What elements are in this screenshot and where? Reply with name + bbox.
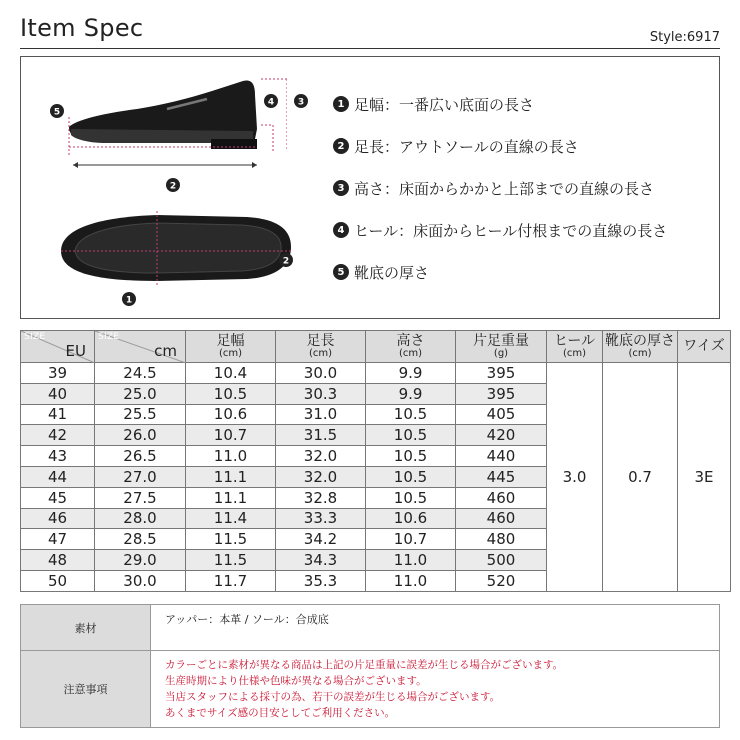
table-cell: 31.5	[276, 425, 366, 446]
table-cell: 30.3	[276, 383, 366, 404]
table-cell: 25.0	[95, 383, 186, 404]
material-value: アッパー：本革 / ソール：合成底	[151, 605, 720, 651]
material-label: 素材	[21, 605, 151, 651]
table-cell: 10.5	[366, 466, 456, 487]
table-cell: 40	[21, 383, 95, 404]
col-header-width: 足幅 (cm)	[186, 331, 276, 363]
table-cell: 50	[21, 570, 95, 591]
table-cell: 48	[21, 550, 95, 571]
legend-item-4	[333, 209, 667, 251]
notes-label: 注意事項	[21, 651, 151, 728]
svg-text:2: 2	[282, 256, 290, 267]
table-cell: 395	[456, 363, 547, 384]
table-cell: 42	[21, 425, 95, 446]
table-cell: 41	[21, 404, 95, 425]
table-cell: 11.5	[186, 529, 276, 550]
measurement-legend	[333, 83, 667, 293]
num-5-text: 5	[53, 107, 61, 118]
table-cell: 46	[21, 508, 95, 529]
table-cell: 45	[21, 487, 95, 508]
shoe-side-view	[47, 69, 287, 204]
table-cell: 420	[456, 425, 547, 446]
table-cell: 30.0	[276, 363, 366, 384]
table-cell: 27.5	[95, 487, 186, 508]
col-header-wise: ワイズ	[678, 331, 731, 363]
table-cell: 445	[456, 466, 547, 487]
table-cell: 11.5	[186, 550, 276, 571]
table-cell: 39	[21, 363, 95, 384]
legend-item-2	[333, 125, 667, 167]
legend-item-5	[333, 251, 667, 293]
heel-value: 3.0	[547, 363, 603, 592]
table-cell: 32.0	[276, 466, 366, 487]
note-line: 生産時期により仕様や色味が異なる場合がございます。	[165, 675, 427, 687]
num-2-sole-label	[276, 251, 296, 269]
table-cell: 10.5	[366, 487, 456, 508]
table-cell: 26.0	[95, 425, 186, 446]
note-line: 当店スタッフによる採寸の為、若干の誤差が生じる場合がございます。	[165, 691, 501, 703]
table-cell: 47	[21, 529, 95, 550]
table-cell: 11.1	[186, 466, 276, 487]
legend-item-1	[333, 83, 667, 125]
table-cell: 10.5	[366, 404, 456, 425]
table-cell: 44	[21, 466, 95, 487]
table-cell: 11.1	[186, 487, 276, 508]
page-title: Item Spec	[20, 14, 144, 42]
sole-thickness-value: 0.7	[603, 363, 678, 592]
table-cell: 34.2	[276, 529, 366, 550]
table-cell: 460	[456, 508, 547, 529]
table-cell: 25.5	[95, 404, 186, 425]
table-cell: 11.0	[366, 570, 456, 591]
col-header-weight: 片足重量 (g)	[456, 331, 547, 363]
num-4-text: 4	[267, 97, 275, 108]
table-cell: 24.5	[95, 363, 186, 384]
table-cell: 28.5	[95, 529, 186, 550]
table-cell: 10.6	[366, 508, 456, 529]
table-cell: 500	[456, 550, 547, 571]
size-cm-header: SIZE cm	[95, 331, 186, 363]
table-row	[21, 363, 731, 384]
shoe-sole-view	[47, 207, 307, 312]
table-cell: 11.0	[186, 446, 276, 467]
table-cell: 31.0	[276, 404, 366, 425]
table-cell: 43	[21, 446, 95, 467]
num-5-icon: 5	[333, 264, 349, 280]
table-cell: 11.4	[186, 508, 276, 529]
legend-item-3	[333, 167, 667, 209]
col-header-length: 足長 (cm)	[276, 331, 366, 363]
wise-value: 3E	[678, 363, 731, 592]
table-cell: 11.7	[186, 570, 276, 591]
notes-value	[151, 651, 720, 728]
table-cell: 10.5	[366, 446, 456, 467]
table-cell: 460	[456, 487, 547, 508]
table-cell: 480	[456, 529, 547, 550]
num-3-text: 3	[297, 97, 305, 108]
table-cell: 28.0	[95, 508, 186, 529]
num-1-icon: 1	[333, 96, 349, 112]
note-line: カラーごとに素材が異なる商品は上記の片足重量に誤差が生じる場合がございます。	[165, 659, 564, 671]
table-cell: 10.7	[186, 425, 276, 446]
num-3-4-labels	[261, 93, 317, 117]
table-cell: 395	[456, 383, 547, 404]
table-cell: 33.3	[276, 508, 366, 529]
num-4-icon: 4	[333, 222, 349, 238]
num-2-icon: 2	[333, 138, 349, 154]
table-cell: 32.8	[276, 487, 366, 508]
col-header-height: 高さ (cm)	[366, 331, 456, 363]
legend-text: 足幅：一番広い底面の長さ	[354, 95, 535, 114]
table-cell: 9.9	[366, 383, 456, 404]
size-eu-header: SIZE EU	[21, 331, 95, 363]
measurement-diagram	[20, 56, 720, 319]
table-cell: 10.4	[186, 363, 276, 384]
legend-text: 高さ：床面からかかと上部までの直線の長さ	[354, 179, 655, 198]
table-cell: 27.0	[95, 466, 186, 487]
col-header-heel: ヒール (cm)	[547, 331, 603, 363]
table-cell: 10.6	[186, 404, 276, 425]
table-cell: 35.3	[276, 570, 366, 591]
header-divider	[20, 48, 720, 49]
table-cell: 34.3	[276, 550, 366, 571]
table-cell: 10.5	[186, 383, 276, 404]
style-number: Style:6917	[649, 30, 720, 45]
table-cell: 11.0	[366, 550, 456, 571]
legend-text: ヒール：床面からヒール付根までの直線の長さ	[354, 221, 668, 240]
table-cell: 10.7	[366, 529, 456, 550]
table-cell: 29.0	[95, 550, 186, 571]
note-line: あくまでサイズ感の目安としてご利用ください。	[165, 707, 396, 719]
legend-text: 靴底の厚さ	[354, 263, 430, 282]
legend-text: 足長：アウトソールの直線の長さ	[354, 137, 579, 156]
size-table	[20, 330, 731, 592]
num-2-text: 2	[169, 181, 177, 192]
col-header-sole: 靴底の厚さ (cm)	[603, 331, 678, 363]
table-cell: 30.0	[95, 570, 186, 591]
num-1-text: 1	[125, 295, 133, 306]
num-3-icon: 3	[333, 180, 349, 196]
table-cell: 440	[456, 446, 547, 467]
table-cell: 405	[456, 404, 547, 425]
table-cell: 10.5	[366, 425, 456, 446]
table-cell: 32.0	[276, 446, 366, 467]
table-cell: 520	[456, 570, 547, 591]
info-table	[20, 604, 720, 728]
table-cell: 9.9	[366, 363, 456, 384]
table-cell: 26.5	[95, 446, 186, 467]
